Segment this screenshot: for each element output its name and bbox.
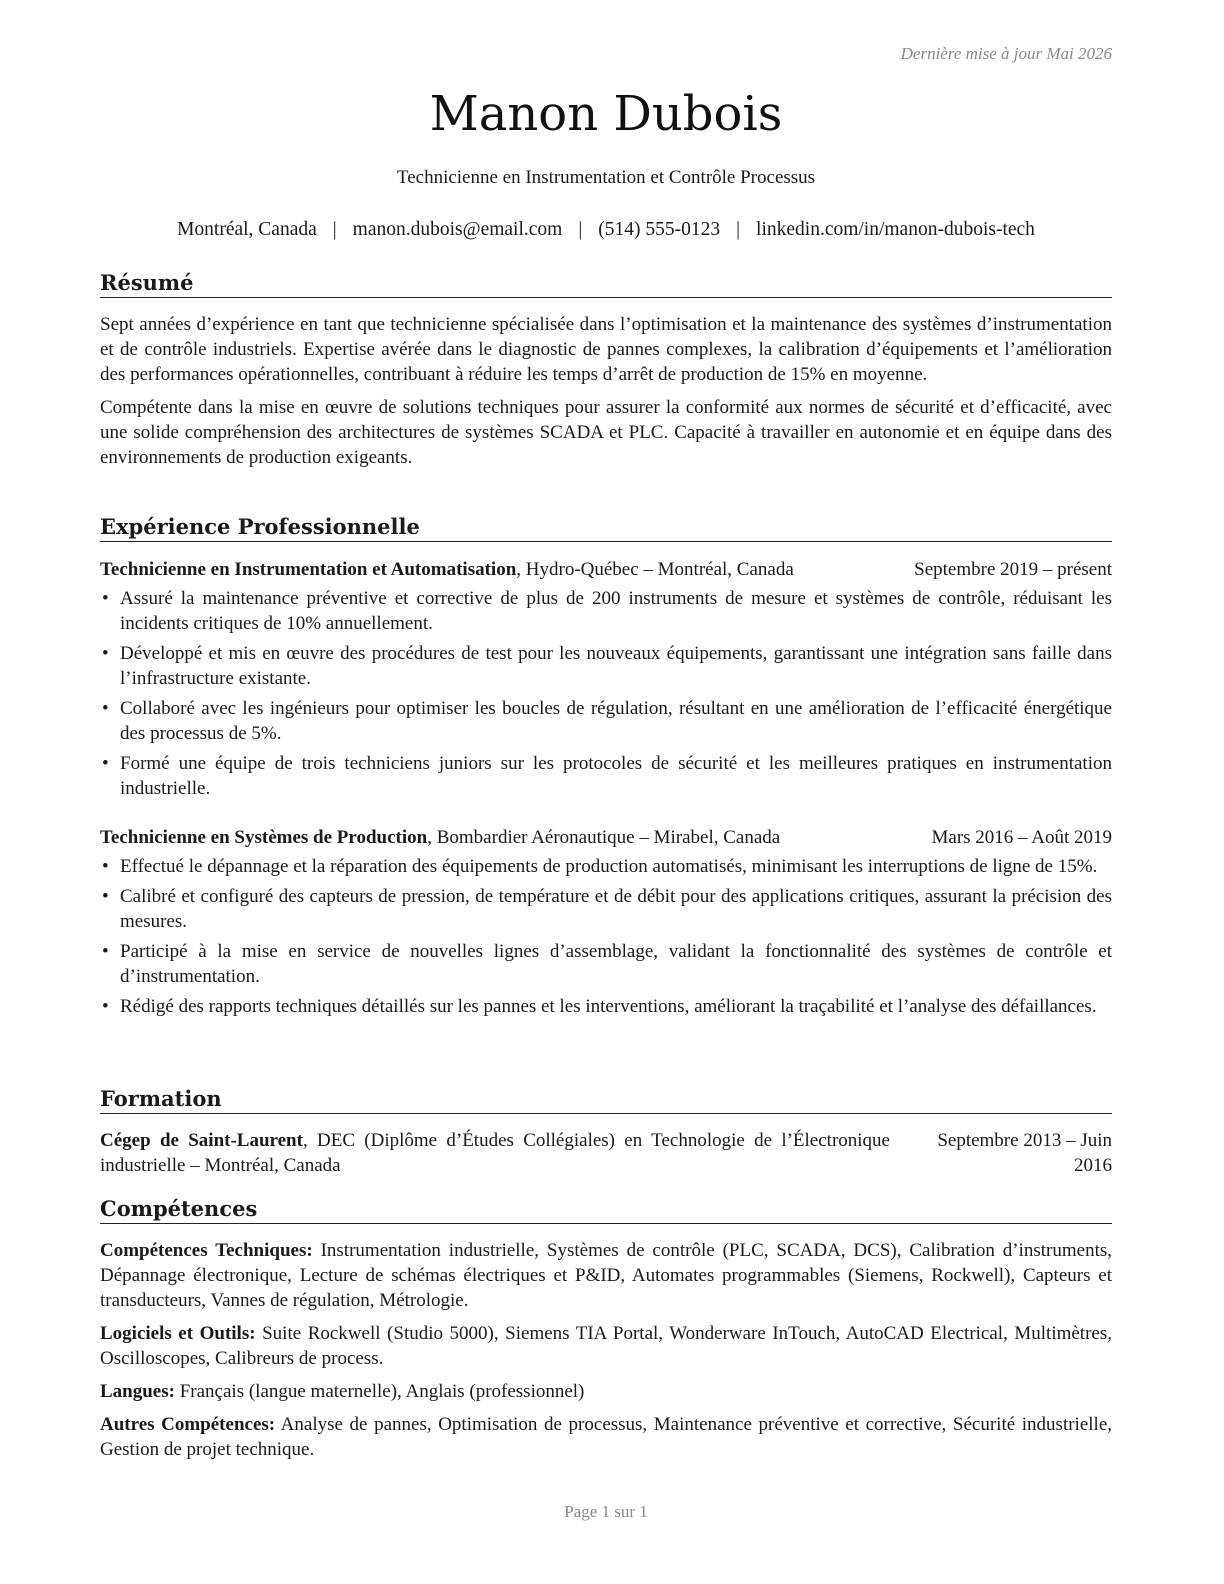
section-title-skills: Compétences xyxy=(100,1196,1112,1224)
job-dates: Mars 2016 – Août 2019 xyxy=(931,827,1112,848)
contact-line xyxy=(0,219,1212,241)
job-header xyxy=(100,557,1112,582)
experience-section xyxy=(100,514,1112,1024)
skill-text: Analyse de pannes, Optimisation de processus, Maintenance préventive et corrective, Sécurité industrielle, Gestion de projet technique. xyxy=(100,1414,1113,1460)
job-org: , Bombardier Aéronautique – Mirabel, Canada xyxy=(427,827,781,848)
summary-section xyxy=(100,270,1112,470)
contact-location: Montréal, Canada xyxy=(177,219,317,240)
skill-group xyxy=(100,1412,1112,1462)
skill-label: Logiciels et Outils: xyxy=(100,1323,256,1344)
job-entry xyxy=(100,557,1112,801)
candidate-title: Technicienne en Instrumentation et Contrôle Processus xyxy=(396,167,816,188)
job-bullet: • Collaboré avec les ingénieurs pour optimiser les boucles de régulation, résultant en une amélioration de l’efficacité énergétique des processus de 5%. xyxy=(120,696,1112,746)
job-org: , Hydro-Québec – Montréal, Canada xyxy=(516,559,794,580)
skill-label: Compétences Techniques: xyxy=(100,1240,313,1261)
contact-email[interactable]: manon.dubois@email.com xyxy=(352,219,563,240)
job-dates: Septembre 2019 – présent xyxy=(914,559,1112,580)
skill-text: Français (langue maternelle), Anglais (professionnel) xyxy=(174,1381,585,1402)
job-bullet: • Rédigé des rapports techniques détaillés sur les pannes et les interventions, améliorant la traçabilité et l’analyse des défaillances. xyxy=(120,994,1112,1019)
education-dates-start: Septembre 2013 – Juin xyxy=(937,1130,1112,1151)
education-details xyxy=(100,1128,890,1178)
job-header xyxy=(100,825,1112,850)
contact-linkedin[interactable]: linkedin.com/in/manon-dubois-tech xyxy=(756,219,1035,240)
page-number: Page 1 sur 1 xyxy=(564,1502,648,1521)
job-entry xyxy=(100,825,1112,1019)
skill-label: Langues: xyxy=(100,1381,175,1402)
skills-section xyxy=(100,1196,1112,1462)
skill-text: Instrumentation industrielle, Systèmes de contrôle (PLC, SCADA, DCS), Calibration d’instruments, Dépannage électronique, Lecture de schémas électriques et P&ID, Automates programmables (Siemens, Rockwell), Capteurs et transducteurs, Vannes de régulation, Métrologie. xyxy=(100,1240,1112,1311)
job-bullet: • Calibré et configuré des capteurs de pression, de température et de débit pour des applications critiques, assurant la précision des mesures. xyxy=(120,884,1112,934)
candidate-name: Manon Dubois xyxy=(429,86,783,142)
contact-separator: | xyxy=(332,219,337,240)
job-role: Technicienne en Instrumentation et Automatisation xyxy=(100,559,517,580)
job-bullet: • Effectué le dépannage et la réparation des équipements de production automatisés, minimisant les interruptions de ligne de 15%. xyxy=(120,854,1112,879)
section-title-summary: Résumé xyxy=(100,270,1112,298)
section-title-experience: Expérience Professionnelle xyxy=(100,514,1112,542)
job-bullet: • Formé une équipe de trois techniciens juniors sur les protocoles de sécurité et les meilleures pratiques en instrumentation industrielle. xyxy=(120,751,1112,801)
education-section xyxy=(100,1086,1112,1178)
skill-text: Suite Rockwell (Studio 5000), Siemens TIA Portal, Wonderware InTouch, AutoCAD Electrical, Multimètres, Oscilloscopes, Calibreurs de process. xyxy=(100,1323,1112,1369)
education-entry xyxy=(100,1128,1112,1178)
contact-separator: | xyxy=(578,219,583,240)
summary-paragraph: Compétente dans la mise en œuvre de solutions techniques pour assurer la conformité aux normes de sécurité et d’efficacité, avec une solide compréhension des architectures de systèmes SCADA et PLC. Capacité à travailler en autonomie et en équipe dans des environnements de production exigeants. xyxy=(100,397,1112,468)
job-role-org xyxy=(100,825,780,850)
job-bullets xyxy=(100,586,1112,801)
job-bullet: • Assuré la maintenance préventive et corrective de plus de 200 instruments de mesure et systèmes de contrôle, réduisant les incidents critiques de 10% annuellement. xyxy=(120,586,1112,636)
job-bullets xyxy=(100,854,1112,1019)
skill-group xyxy=(100,1321,1112,1371)
education-degree: , DEC (Diplôme d’Études Collégiales) en Technologie de l’Électronique industrielle – Montréal, Canada xyxy=(100,1130,890,1176)
education-school: Cégep de Saint-Laurent xyxy=(100,1130,303,1151)
education-dates xyxy=(897,1128,1112,1178)
section-title-education: Formation xyxy=(100,1086,1112,1114)
skill-group xyxy=(100,1238,1112,1313)
job-role: Technicienne en Systèmes de Production xyxy=(100,827,428,848)
summary-paragraph: Sept années d’expérience en tant que technicienne spécialisée dans l’optimisation et la maintenance des systèmes d’instrumentation et de contrôle industriels. Expertise avérée dans le diagnostic de pannes complexes, la calibration d’équipements et l’amélioration des performances opérationnelles, contribuant à réduire les temps d’arrêt de production de 15% en moyenne. xyxy=(100,314,1112,385)
job-bullet: • Participé à la mise en service de nouvelles lignes d’assemblage, validant la fonctionnalité des systèmes de contrôle et d’instrumentation. xyxy=(120,939,1112,989)
last-updated: Dernière mise à jour Mai 2026 xyxy=(900,44,1112,63)
contact-separator: | xyxy=(736,219,741,240)
job-bullet: • Développé et mis en œuvre des procédures de test pour les nouveaux équipements, garantissant une intégration sans faille dans l’infrastructure existante. xyxy=(120,641,1112,691)
education-dates-end: 2016 xyxy=(1074,1155,1112,1176)
job-role-org xyxy=(100,557,794,582)
skill-group xyxy=(100,1379,1112,1404)
contact-phone: (514) 555-0123 xyxy=(598,219,721,240)
skill-label: Autres Compétences: xyxy=(100,1414,276,1435)
